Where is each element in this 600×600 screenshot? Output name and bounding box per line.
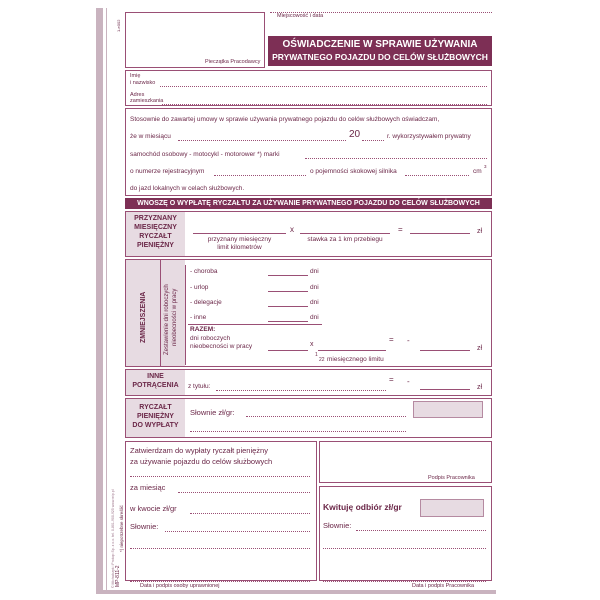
trip-days-unit: dni bbox=[310, 299, 319, 306]
other-days-field[interactable] bbox=[268, 321, 308, 322]
limit-fraction-denominator: 22 bbox=[319, 357, 325, 363]
left-margin-rule bbox=[106, 8, 107, 594]
receipt-words-label: Słownie: bbox=[323, 521, 352, 530]
statement-vehicle-type: samochód osobowy - motocykl - motorower *) marki bbox=[130, 151, 280, 158]
month-field[interactable] bbox=[178, 140, 346, 141]
approval-words-label: Słownie: bbox=[130, 522, 159, 531]
calc-label-3: RYCZAŁT bbox=[139, 233, 172, 240]
total-label: RAZEM: bbox=[190, 326, 216, 333]
employee-signature-caption: Podpis Pracownika bbox=[428, 475, 475, 481]
person-box bbox=[125, 70, 492, 106]
form-bottom-bar bbox=[96, 590, 496, 594]
place-date-caption: Miejscowość i data bbox=[277, 13, 324, 19]
reductions-list-divider bbox=[185, 265, 186, 365]
payout-label-2: PIENIĘŻNY bbox=[137, 413, 174, 420]
rate-field[interactable] bbox=[300, 233, 390, 234]
reduction-amount-field[interactable] bbox=[420, 350, 470, 351]
other-deductions-label-1: INNE bbox=[147, 373, 164, 380]
name-label-line1: Imię bbox=[130, 73, 141, 79]
year-field[interactable] bbox=[362, 140, 384, 141]
reason-sick-label: - choroba bbox=[190, 268, 218, 275]
approval-month-label: za miesiąc bbox=[130, 483, 166, 492]
reason-business-trip-label: - delegacje bbox=[190, 299, 222, 306]
other-equals: = bbox=[389, 375, 394, 384]
statement-line2-end: r. wykorzystywałem prywatny bbox=[387, 133, 471, 140]
calc-label-4: PIENIĘŻNY bbox=[137, 242, 174, 249]
leave-days-field[interactable] bbox=[268, 291, 308, 292]
engine-capacity-field[interactable] bbox=[405, 175, 469, 176]
rate-caption: stawka za 1 km przebiegu bbox=[307, 236, 383, 243]
other-minus: - bbox=[407, 377, 410, 386]
reductions-divider bbox=[160, 260, 161, 366]
lump-sum-field[interactable] bbox=[410, 233, 470, 234]
name-label-line2: i nazwisko bbox=[130, 80, 156, 86]
approval-month-field[interactable] bbox=[178, 492, 310, 493]
reductions-sublabel-1: Zestawienie dni roboczych bbox=[164, 284, 170, 355]
publisher-note: © Michalczyk i Prokop Sp. z o.o. tel. 0-801-900-925 www.mip.pl bbox=[111, 489, 115, 588]
statement-line5: do jazd lokalnych w celach służbowych. bbox=[130, 185, 245, 192]
sick-days-unit: dni bbox=[310, 268, 319, 275]
km-limit-caption-2: limit kilometrów bbox=[217, 244, 262, 251]
reduction-multiply: x bbox=[310, 341, 314, 348]
form-number: MP-811-2 bbox=[115, 565, 121, 587]
reduction-limit-field[interactable] bbox=[318, 350, 386, 351]
trip-days-field[interactable] bbox=[268, 306, 308, 307]
other-days-unit: dni bbox=[310, 314, 319, 321]
other-deductions-title-label: z tytułu: bbox=[188, 383, 211, 390]
address-label-line2: zamieszkania bbox=[130, 98, 164, 104]
calc-label-1: PRZYZNANY bbox=[134, 215, 177, 222]
statement-line1: Stosownie do zawartej umowy w sprawie używania prywatnego pojazdu do celów służbowych oświadczam, bbox=[130, 116, 440, 123]
leave-days-unit: dni bbox=[310, 284, 319, 291]
approval-words-field-1[interactable] bbox=[165, 531, 310, 532]
calc-multiply: x bbox=[290, 225, 294, 234]
form-code: 1-e002 bbox=[116, 19, 121, 32]
limit-fraction-text: miesięcznego limitu bbox=[327, 356, 384, 363]
limit-fraction-numerator: 1 bbox=[315, 352, 318, 358]
payout-words-field-2[interactable] bbox=[190, 431, 406, 432]
receipt-amount-field[interactable] bbox=[420, 499, 484, 517]
payout-words-field-1[interactable] bbox=[246, 416, 406, 417]
payout-label-3: DO WYPŁATY bbox=[132, 422, 179, 429]
approval-words-field-2[interactable] bbox=[130, 548, 310, 549]
statement-registration-label: o numerze rejestracyjnym bbox=[130, 168, 205, 175]
employer-stamp-caption: Pieczątka Pracodawcy bbox=[205, 59, 261, 65]
address-label-line1: Adres bbox=[130, 92, 145, 98]
reduction-minus: - bbox=[407, 336, 410, 345]
approval-line1: Zatwierdzam do wypłaty ryczałt pieniężny bbox=[130, 446, 268, 455]
approval-signature-field[interactable] bbox=[130, 581, 310, 582]
request-bar-text: WNOSZĘ O WYPŁATĘ RYCZAŁTU ZA UŻYWANIE PRYWATNEGO POJAZDU DO CELÓW SŁUŻBOWYCH bbox=[137, 200, 480, 207]
statement-month-label: że w miesiącu bbox=[130, 133, 171, 140]
calc-label-2: MIESIĘCZNY bbox=[134, 224, 177, 231]
total-sublabel-2: nieobecności w pracy bbox=[190, 343, 253, 350]
payout-label-1: RYCZAŁT bbox=[139, 404, 172, 411]
approval-amount-field[interactable] bbox=[190, 513, 310, 514]
engine-unit-exponent: 3 bbox=[484, 164, 487, 169]
form-title-line1: OŚWIADCZENIE W SPRAWIE UŻYWANIA bbox=[282, 39, 478, 50]
statement-year-prefix: 20 bbox=[349, 129, 361, 140]
brand-field[interactable] bbox=[305, 158, 487, 159]
reduction-equals: = bbox=[389, 335, 394, 344]
left-margin-strip bbox=[96, 8, 103, 594]
address-field[interactable] bbox=[162, 104, 487, 105]
calc-equals: = bbox=[398, 225, 403, 234]
approval-extra-field[interactable] bbox=[130, 476, 310, 477]
receipt-title: Kwituję odbiór zł/gr bbox=[323, 502, 402, 512]
receipt-words-field-1[interactable] bbox=[356, 530, 486, 531]
approval-line2: za używanie pojazdu do celów służbowych bbox=[130, 457, 273, 466]
approval-amount-label: w kwocie zł/gr bbox=[130, 504, 177, 513]
other-deductions-title-field[interactable] bbox=[216, 390, 386, 391]
other-amount-field[interactable] bbox=[420, 389, 470, 390]
reductions-sum-line bbox=[188, 324, 322, 325]
total-days-field[interactable] bbox=[268, 350, 308, 351]
name-field[interactable] bbox=[160, 86, 487, 87]
receipt-words-field-2[interactable] bbox=[323, 548, 486, 549]
payout-amount-field[interactable] bbox=[413, 401, 483, 418]
engine-unit: cm bbox=[473, 168, 482, 175]
statement-engine-label: o pojemności skokowej silnika bbox=[310, 168, 397, 175]
other-deductions-label-2: POTRĄCENIA bbox=[132, 382, 179, 389]
reason-leave-label: - urlop bbox=[190, 284, 209, 291]
payout-words-label: Słownie zł/gr: bbox=[190, 408, 235, 417]
receipt-signature-caption: Data i podpis Pracownika bbox=[412, 583, 475, 589]
sick-days-field[interactable] bbox=[268, 275, 308, 276]
receipt-signature-field[interactable] bbox=[323, 581, 486, 582]
registration-field[interactable] bbox=[214, 175, 306, 176]
total-sublabel-1: dni roboczych bbox=[190, 335, 231, 342]
reductions-sublabel-2: nieobecności w pracy bbox=[172, 288, 178, 346]
approval-signature-caption: Data i podpis osoby uprawnionej bbox=[140, 583, 220, 589]
other-currency: zł bbox=[477, 384, 483, 391]
reduction-currency: zł bbox=[477, 345, 483, 352]
form-title-line2: PRYWATNEGO POJAZDU DO CELÓW SŁUŻBOWYCH bbox=[272, 52, 488, 62]
calc-currency: zł bbox=[477, 228, 483, 235]
reason-other-label: - inne bbox=[190, 314, 207, 321]
km-limit-caption-1: przyznany miesięczny bbox=[207, 236, 272, 243]
footnote: *) niepotrzebne skreślić bbox=[119, 505, 124, 552]
km-limit-field[interactable] bbox=[193, 233, 286, 234]
reductions-label: ZMNIEJSZENIA bbox=[140, 291, 147, 343]
